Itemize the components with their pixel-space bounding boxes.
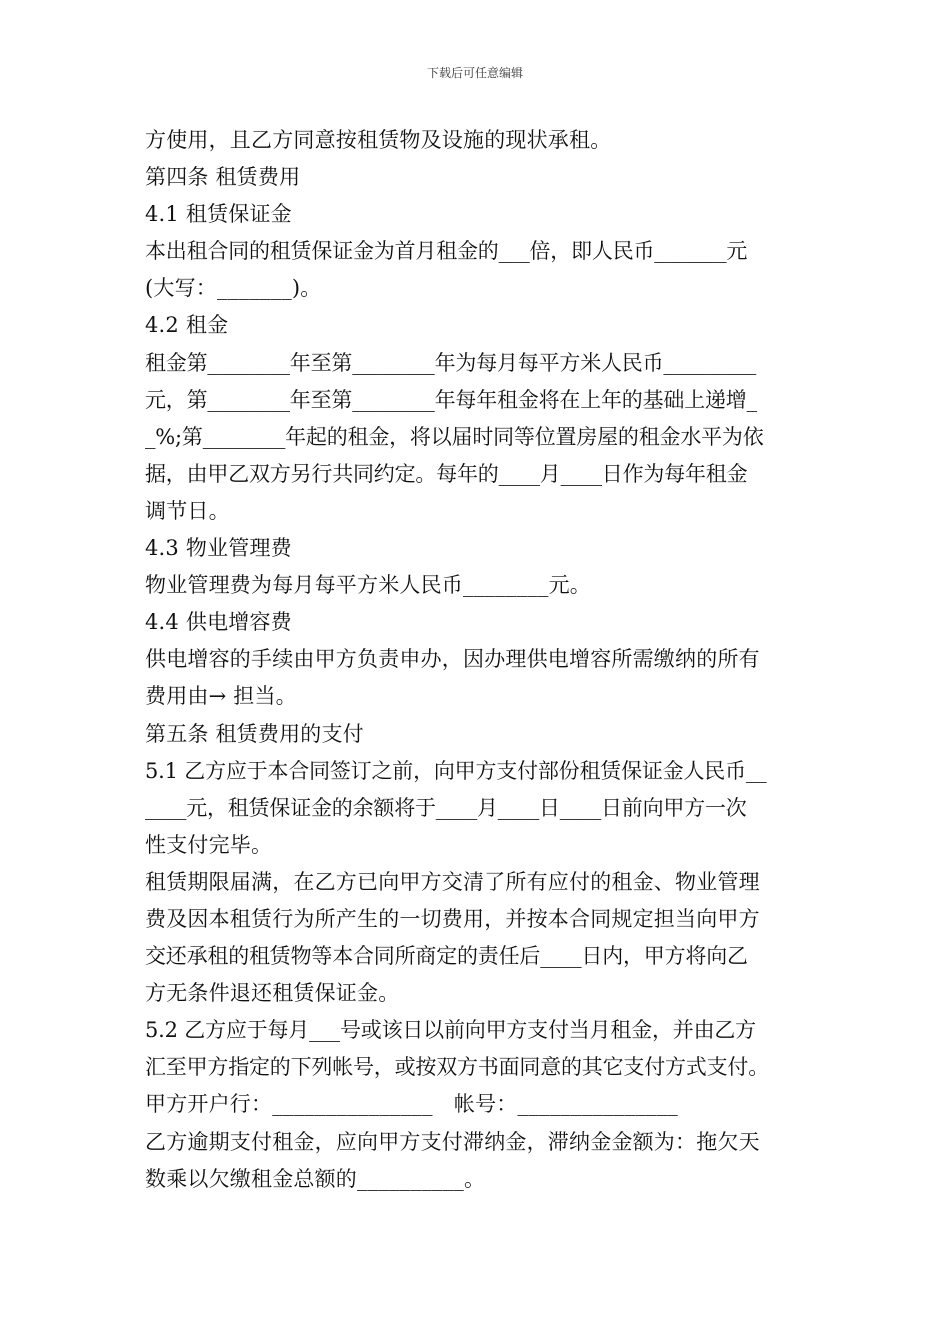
paragraph-line: 本出租合同的租赁保证金为首月租金的___倍，即人民币_______元	[145, 239, 748, 264]
paragraph-line: 租赁期限届满，在乙方已向甲方交清了所有应付的租金、物业管理	[145, 869, 760, 894]
paragraph-line: 物业管理费为每月每平方米人民币________元。	[145, 573, 591, 598]
section-4-1-heading: 4.1 租赁保证金	[145, 202, 292, 227]
paragraph-line: 费及因本租赁行为所产生的一切费用，并按本合同规定担当向甲方	[145, 906, 760, 931]
paragraph-line: (大写：_______)。	[145, 276, 322, 301]
section-4-4-heading: 4.4 供电增容费	[145, 610, 292, 635]
paragraph-line: 数乘以欠缴租金总额的__________。	[145, 1166, 486, 1191]
paragraph-line: 据，由甲乙双方另行共同约定。每年的____月____日作为每年租金	[145, 461, 748, 486]
paragraph-line: ____元，租赁保证金的余额将于____月____日____日前向甲方一次	[145, 795, 747, 820]
page-header	[0, 66, 950, 80]
paragraph-line: _%;第________年起的租金，将以届时同等位置房屋的租金水平为依	[145, 424, 764, 449]
document-body	[145, 122, 813, 1198]
header-note: 下载后可任意编辑	[426, 66, 523, 80]
paragraph-line: 5.1 乙方应于本合同签订之前，向甲方支付部份租赁保证金人民币__	[145, 758, 767, 783]
bank-account-line: 甲方开户行：_______________ 帐号：_______________	[145, 1092, 678, 1117]
paragraph-line: 调节日。	[145, 498, 230, 523]
paragraph-line: 交还承租的租赁物等本合同所商定的责任后____日内，甲方将向乙	[145, 944, 748, 969]
paragraph-line: 5.2 乙方应于每月___号或该日以前向甲方支付当月租金，并由乙方	[145, 1018, 756, 1043]
paragraph-line: 费用由→ 担当。	[145, 684, 297, 709]
section-4-3-heading: 4.3 物业管理费	[145, 536, 292, 561]
article-5-heading: 第五条 租赁费用的支付	[145, 721, 364, 746]
paragraph-line: 方无条件退还租赁保证金。	[145, 981, 400, 1006]
article-4-heading: 第四条 租赁费用	[145, 165, 301, 190]
paragraph-line: 汇至甲方指定的下列帐号，或按双方书面同意的其它支付方式支付。	[145, 1055, 769, 1080]
paragraph-line: 乙方逾期支付租金，应向甲方支付滞纳金，滞纳金金额为：拖欠天	[145, 1129, 760, 1154]
paragraph-line: 方使用，且乙方同意按租赁物及设施的现状承租。	[145, 128, 612, 152]
section-4-2-heading: 4.2 租金	[145, 313, 229, 338]
paragraph-line: 供电增容的手续由甲方负责申办，因办理供电增容所需缴纳的所有	[145, 647, 760, 672]
paragraph-line: 租金第________年至第________年为每月每平方米人民币_________	[145, 350, 757, 375]
paragraph-line: 性支付完毕。	[145, 832, 273, 857]
paragraph-line: 元，第________年至第________年每年租金将在上年的基础上递增_	[145, 387, 757, 412]
